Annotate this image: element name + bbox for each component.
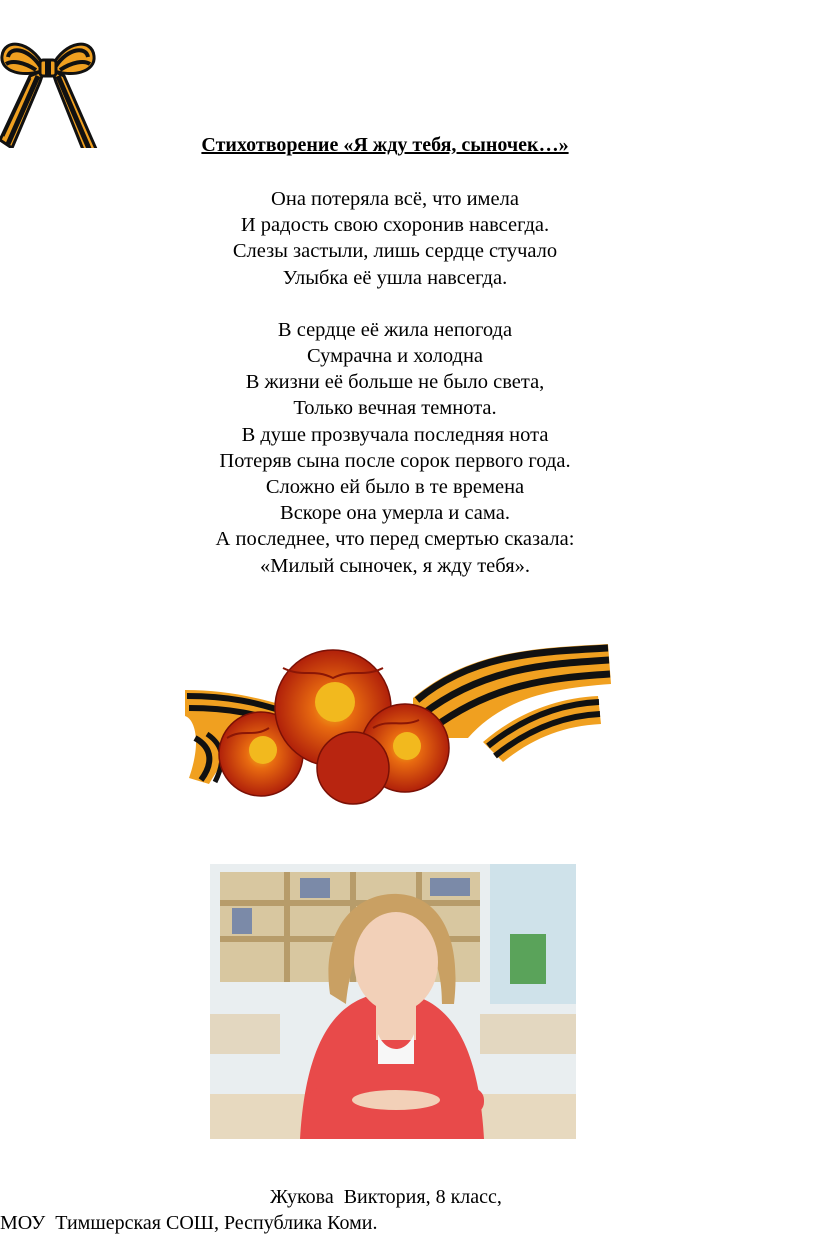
st-george-ribbon-bow-icon — [0, 36, 104, 148]
poem-stanza-2 — [0, 317, 790, 579]
poem-line: И радость свою схоронив навсегда. — [240, 214, 550, 237]
poem-line: Вскоре она умерла и сама. — [280, 502, 510, 525]
poem-line: В жизни её больше не было света, — [245, 371, 545, 394]
author-line: Жукова Виктория, 8 класс, — [270, 1186, 502, 1208]
poem-line: А последнее, что перед смертью сказала: — [215, 528, 575, 551]
poem-line: Улыбка её ушла навсегда. — [282, 266, 508, 289]
poem-line: В сердце её жила непогода — [277, 318, 513, 341]
ribbon-with-flowers-illustration — [183, 638, 613, 813]
poem-line: В душе прозвучала последняя нота — [241, 423, 549, 446]
poem-stanza-1 — [0, 186, 790, 291]
poem-line: Только вечная темнота. — [293, 397, 497, 420]
poem-line: Она потеряла всё, что имела — [271, 188, 519, 210]
student-photo — [210, 864, 576, 1139]
poem-body — [0, 186, 790, 579]
poem-line: Сумрачна и холодна — [306, 345, 484, 368]
poem-line: Сложно ей было в те времена — [265, 476, 525, 499]
poem-line: Потеряв сына после сорок первого года. — [219, 449, 571, 472]
poem-line: Слезы застыли, лишь сердце стучало — [232, 240, 558, 263]
poem-line: «Милый сыночек, я жду тебя». — [259, 554, 531, 577]
poem-title: Стихотворение «Я жду тебя, сыночек…» — [201, 134, 569, 156]
school-line: МОУ Тимшерская СОШ, Республика Коми. — [0, 1212, 378, 1234]
